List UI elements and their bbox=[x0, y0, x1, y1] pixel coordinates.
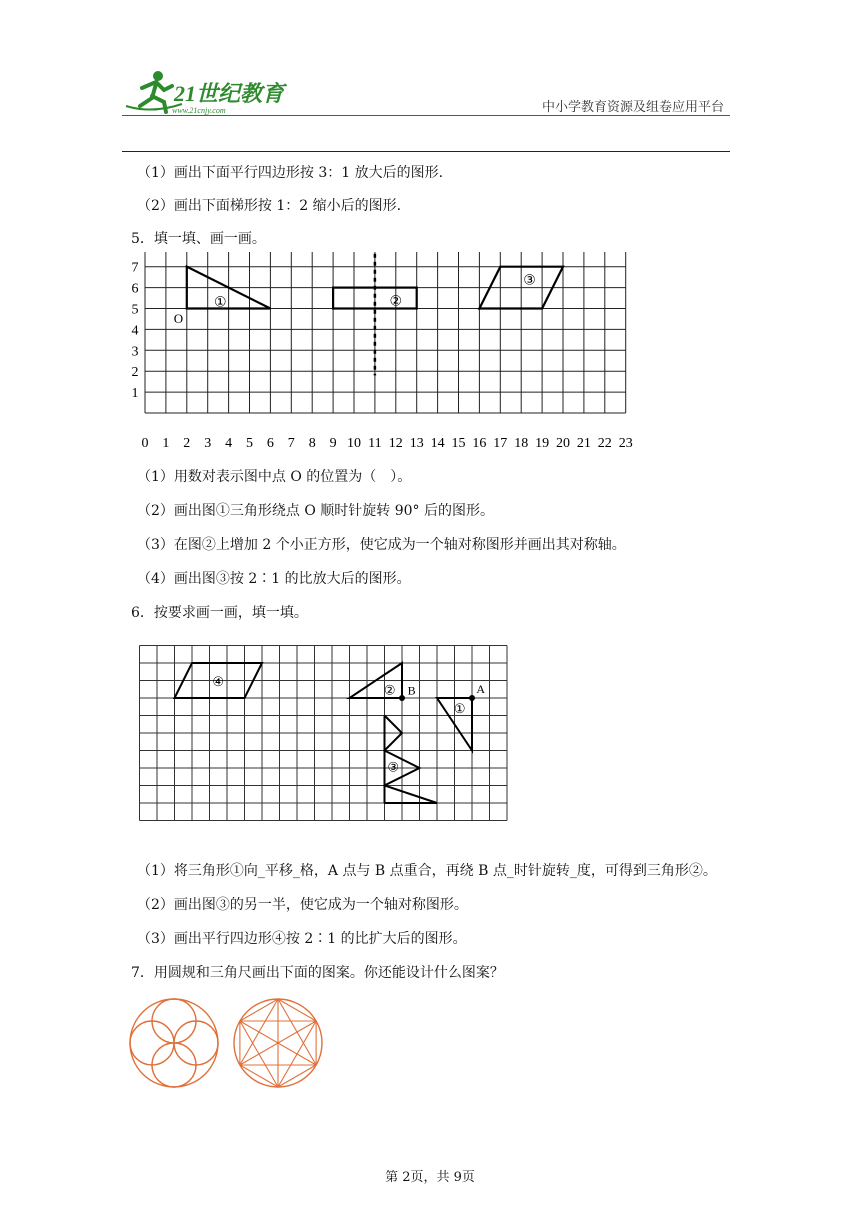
q4-part1: （1）画出下面平行四边形按 3：1 放大后的图形. bbox=[137, 165, 444, 181]
y-tick-label: 2 bbox=[131, 365, 139, 381]
pattern2-chord bbox=[240, 1065, 278, 1087]
x-tick-label: 8 bbox=[308, 436, 316, 451]
q5-part4: （4）画出图③按 2∶1 的比放大后的图形。 bbox=[137, 571, 411, 587]
q7-title: 7．用圆规和三角尺画出下面的图案。你还能设计什么图案？ bbox=[131, 965, 504, 981]
x-tick-label: 23 bbox=[618, 436, 633, 451]
pattern1-inner-circle bbox=[130, 1021, 174, 1065]
x-tick-label: 12 bbox=[388, 436, 403, 451]
q6-part3: （3）画出平行四边形④按 2∶1 的比扩大后的图形。 bbox=[137, 931, 467, 947]
figure5-grid bbox=[120, 252, 640, 462]
pattern1-inner-circle bbox=[152, 1043, 196, 1087]
q6-title: 6．按要求画一画，填一填。 bbox=[131, 605, 308, 621]
x-tick-label: 18 bbox=[514, 436, 529, 451]
x-tick-label: 6 bbox=[266, 436, 274, 451]
x-tick-label: 1 bbox=[162, 436, 170, 451]
q5-part3: （3）在图②上增加 2 个小正方形，使它成为一个轴对称图形并画出其对称轴。 bbox=[137, 537, 626, 553]
q6-part1: （1）将三角形①向_平移_格，A 点与 B 点重合，再绕 B 点_时针旋转_度，可得到三角形②。 bbox=[137, 863, 717, 879]
x-tick-label: 22 bbox=[597, 436, 612, 451]
x-tick-label: 21 bbox=[576, 436, 591, 451]
figure6-grid bbox=[139, 645, 511, 825]
x-tick-label: 9 bbox=[329, 436, 337, 451]
top-divider bbox=[122, 151, 730, 152]
logo-url: www.21cnjy.com bbox=[172, 106, 226, 115]
shape-label-2: ② bbox=[389, 294, 403, 310]
x-tick-label: 11 bbox=[368, 436, 382, 451]
shape-label-2: ② bbox=[383, 682, 396, 698]
x-tick-label: 15 bbox=[451, 436, 466, 451]
y-tick-label: 7 bbox=[131, 260, 139, 276]
q5-part2: （2）画出图①三角形绕点 O 顺时针旋转 90° 后的图形。 bbox=[137, 503, 494, 519]
figure7-patterns bbox=[128, 996, 328, 1090]
x-tick-label: 10 bbox=[347, 436, 361, 451]
header-divider bbox=[122, 115, 730, 116]
pattern2-chord bbox=[278, 1065, 316, 1087]
y-tick-label: 5 bbox=[131, 302, 139, 318]
y-tick-label: 6 bbox=[131, 281, 139, 297]
shape-label-4: ④ bbox=[212, 673, 225, 689]
pattern1-inner-circle bbox=[152, 999, 196, 1043]
q6-part2: （2）画出图③的另一半，使它成为一个轴对称图形。 bbox=[137, 897, 468, 913]
page-footer: 第 2页，共 9页 bbox=[385, 1170, 475, 1185]
pattern2-chord bbox=[278, 999, 316, 1021]
point-b-label: B bbox=[407, 683, 416, 698]
x-tick-label: 17 bbox=[493, 436, 508, 451]
x-tick-label: 16 bbox=[472, 436, 487, 451]
y-tick-label: 4 bbox=[131, 323, 139, 339]
x-tick-label: 2 bbox=[183, 436, 191, 451]
shape-label-1: ① bbox=[453, 700, 466, 716]
x-tick-label: 19 bbox=[535, 436, 550, 451]
y-tick-label: 1 bbox=[131, 386, 139, 402]
x-tick-label: 7 bbox=[287, 436, 295, 451]
shape-label-3: ③ bbox=[523, 273, 536, 289]
shape-label-1: ① bbox=[213, 295, 227, 311]
y-tick-label bbox=[132, 252, 139, 255]
point-o-label: O bbox=[173, 311, 184, 327]
q4-part2: （2）画出下面梯形按 1：2 缩小后的图形. bbox=[137, 198, 402, 214]
x-tick-label: 0 bbox=[141, 436, 149, 451]
x-tick-label: 4 bbox=[225, 436, 233, 451]
point-a-label: A bbox=[476, 681, 486, 696]
x-tick-label: 20 bbox=[556, 436, 570, 451]
y-tick-label: 3 bbox=[131, 344, 139, 360]
platform-name: 中小学教育资源及组卷应用平台 bbox=[541, 100, 724, 115]
x-tick-label: 13 bbox=[409, 436, 424, 451]
pattern1-inner-circle bbox=[174, 1021, 218, 1065]
pattern2-chord bbox=[240, 999, 278, 1021]
logo-title: 21世纪教育 bbox=[174, 81, 285, 106]
point-b bbox=[399, 695, 405, 701]
point-a bbox=[469, 695, 475, 701]
header-logo bbox=[122, 66, 292, 116]
x-tick-label: 5 bbox=[246, 436, 253, 451]
q5-title: 5．填一填、画一画。 bbox=[131, 231, 266, 247]
x-tick-label: 3 bbox=[204, 436, 212, 451]
x-tick-label: 14 bbox=[430, 436, 445, 451]
q5-part1: （1）用数对表示图中点 O 的位置为（ ）。 bbox=[137, 469, 412, 485]
shape-label-3: ③ bbox=[387, 759, 400, 775]
